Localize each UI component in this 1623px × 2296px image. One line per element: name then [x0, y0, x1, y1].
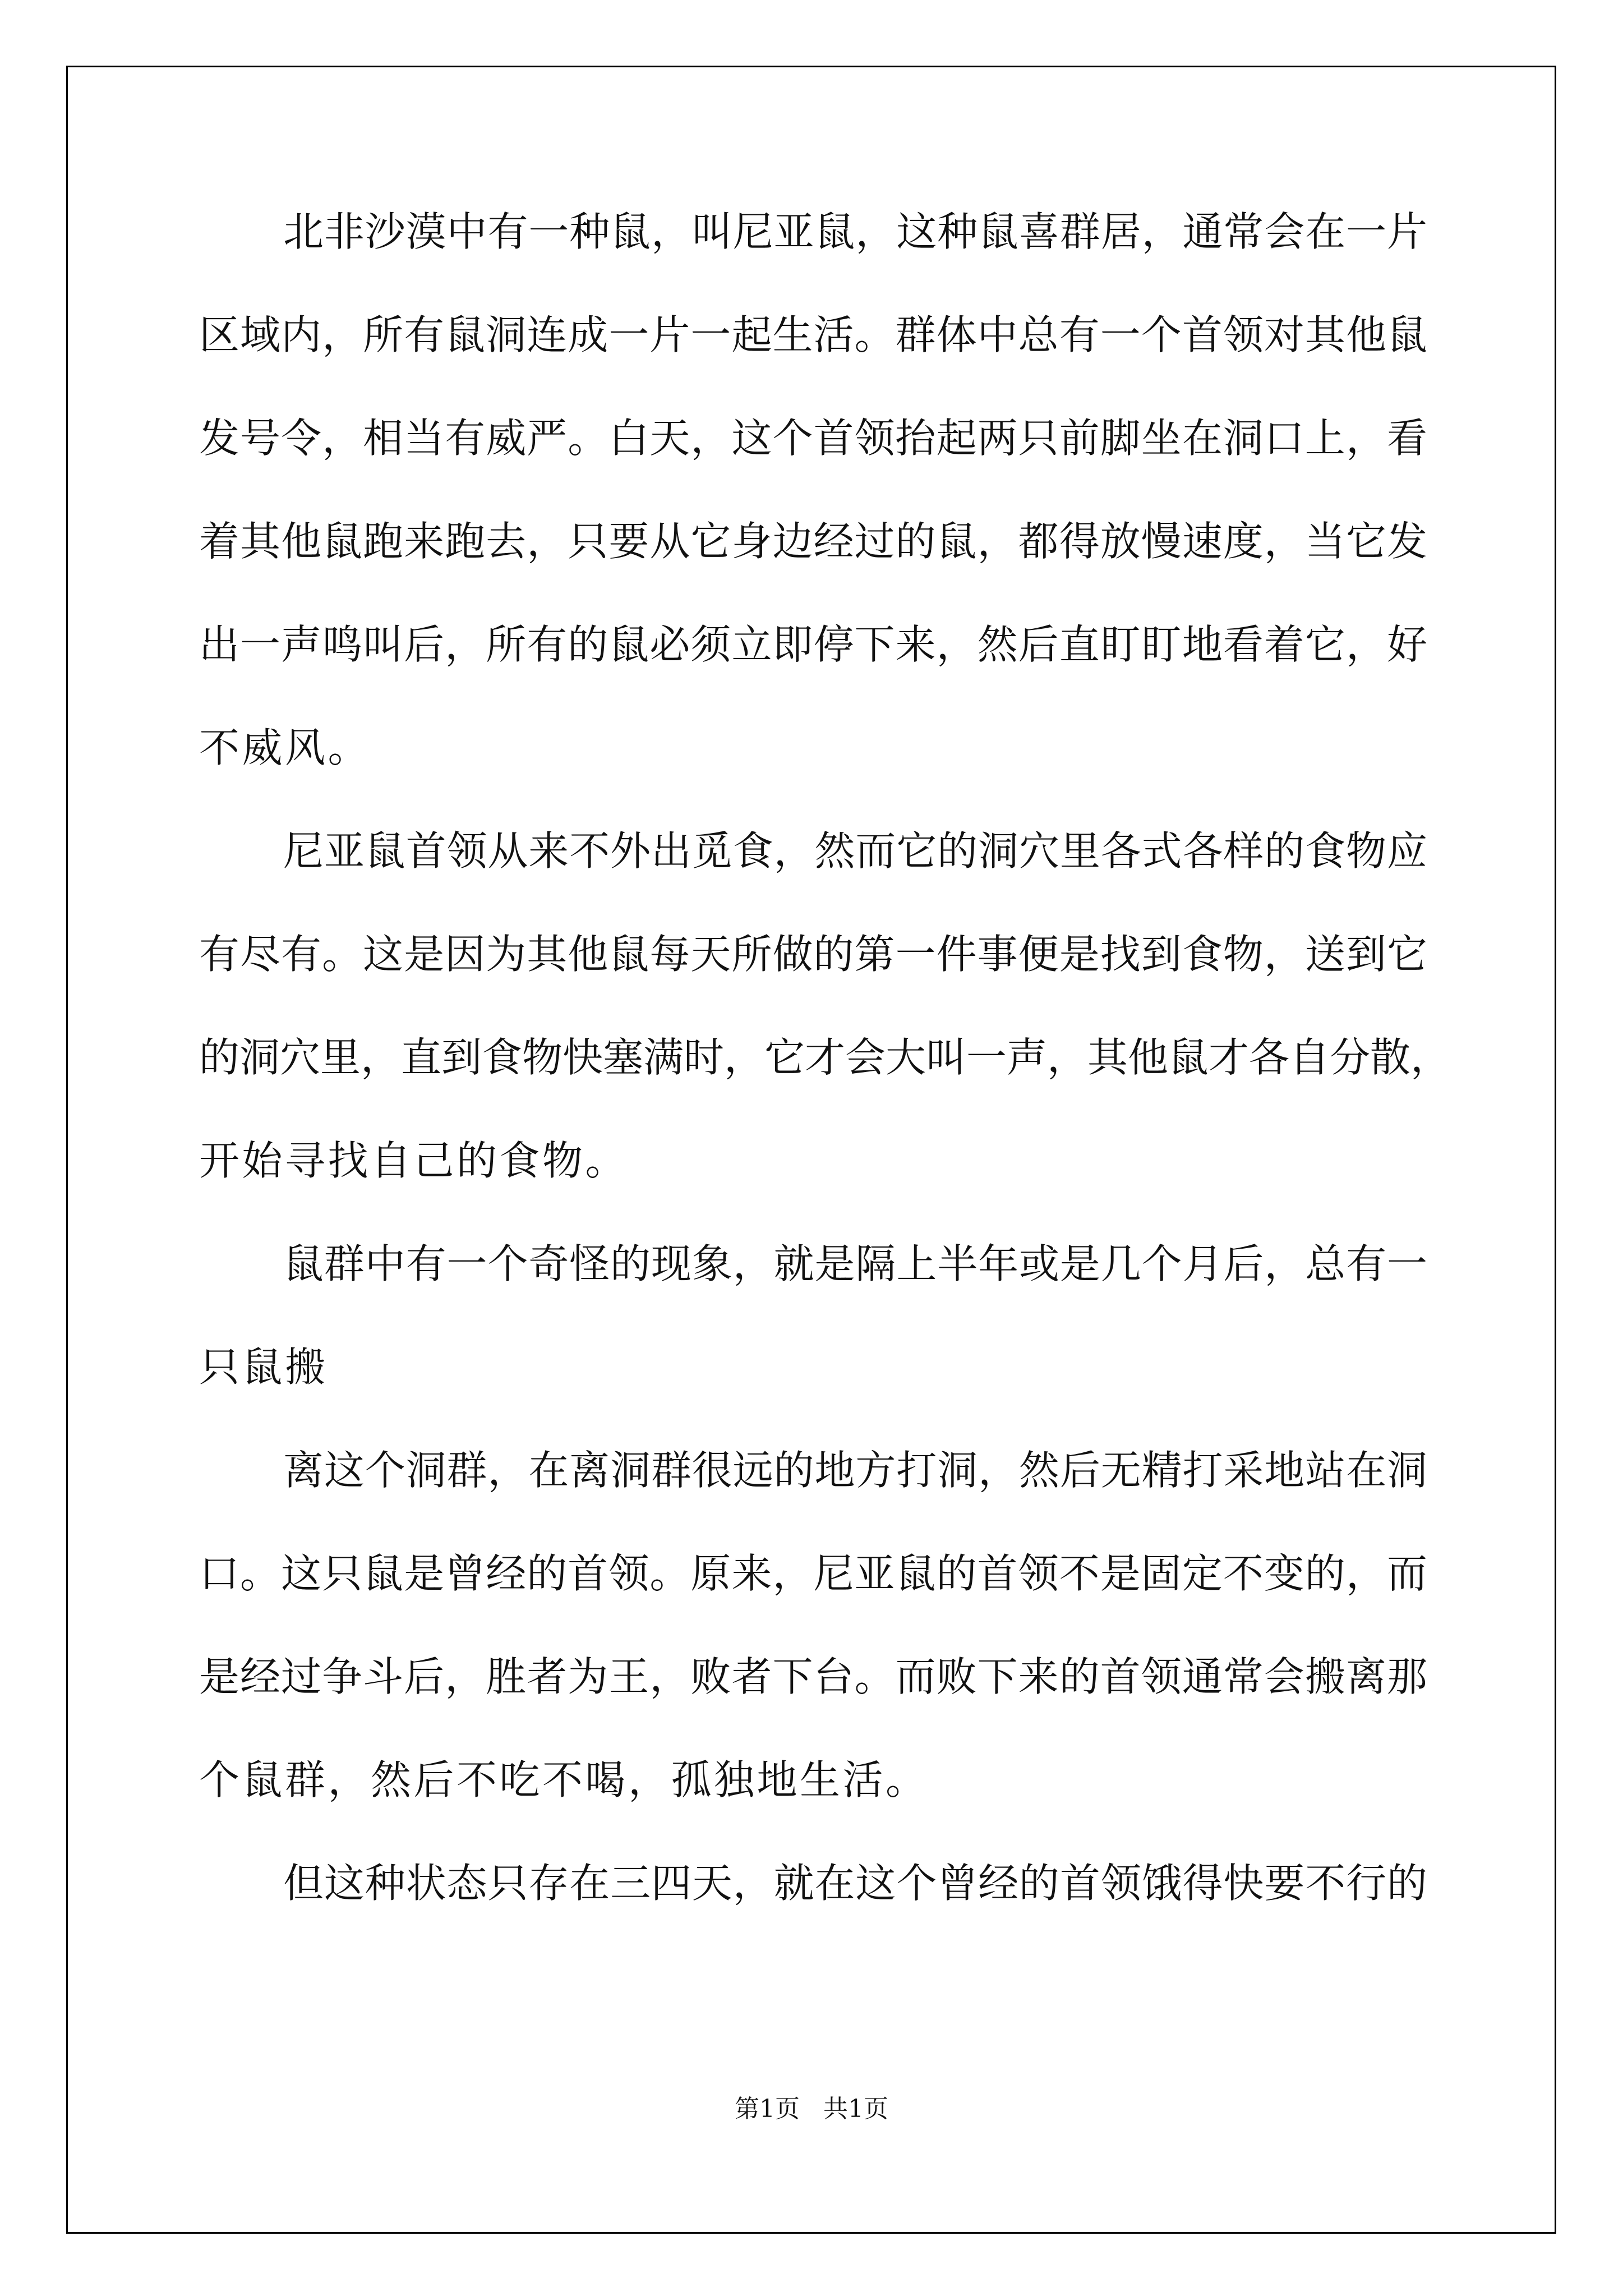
paragraph-4-line-4: 个鼠群，然后不吃不喝，孤独地生活。 — [199, 1756, 929, 1803]
paragraph-1-line-5: 出一声鸣叫后，所有的鼠必须立即停下来，然后直盯盯地看着它，好 — [199, 621, 1427, 668]
paragraph-1-line-2: 区域内，所有鼠洞连成一片一起生活。群体中总有一个首领对其他鼠 — [199, 311, 1427, 358]
paragraph-2-line-4: 开始寻找自己的食物。 — [199, 1137, 629, 1184]
paragraph-2-line-3: 的洞穴里，直到食物快塞满时，它才会大叫一声，其他鼠才各自分散， — [199, 1034, 1451, 1081]
paragraph-1-line-6: 不威风。 — [199, 724, 371, 771]
body-text — [199, 206, 1451, 1961]
paragraph-4-line-2: 口。这只鼠是曾经的首领。原来，尼亚鼠的首领不是固定不变的，而 — [199, 1550, 1427, 1597]
paragraph-2-line-1: 尼亚鼠首领从来不外出觅食，然而它的洞穴里各式各样的食物应 — [283, 827, 1427, 875]
paragraph-4-line-1: 离这个洞群，在离洞群很远的地方打洞，然后无精打采地站在洞 — [283, 1447, 1427, 1494]
paragraph-2-line-2: 有尽有。这是因为其他鼠每天所做的第一件事便是找到食物，送到它 — [199, 931, 1427, 978]
paragraph-5-line-1: 但这种状态只存在三四天，就在这个曾经的首领饿得快要不行的 — [283, 1860, 1427, 1907]
paragraph-1-line-3: 发号令，相当有威严。白天，这个首领抬起两只前脚坐在洞口上，看 — [199, 415, 1427, 462]
page-number-footer: 第1页 共1页 — [735, 2095, 888, 2123]
paragraph-1-line-1: 北非沙漠中有一种鼠，叫尼亚鼠，这种鼠喜群居，通常会在一片 — [283, 208, 1427, 255]
paragraph-3-line-2: 只鼠搬 — [199, 1343, 328, 1391]
paragraph-1-line-4: 着其他鼠跑来跑去，只要从它身边经过的鼠，都得放慢速度，当它发 — [199, 518, 1427, 565]
paragraph-4-line-3: 是经过争斗后，胜者为王，败者下台。而败下来的首领通常会搬离那 — [199, 1653, 1427, 1700]
paragraph-3-line-1: 鼠群中有一个奇怪的现象，就是隔上半年或是几个月后，总有一 — [283, 1240, 1427, 1287]
